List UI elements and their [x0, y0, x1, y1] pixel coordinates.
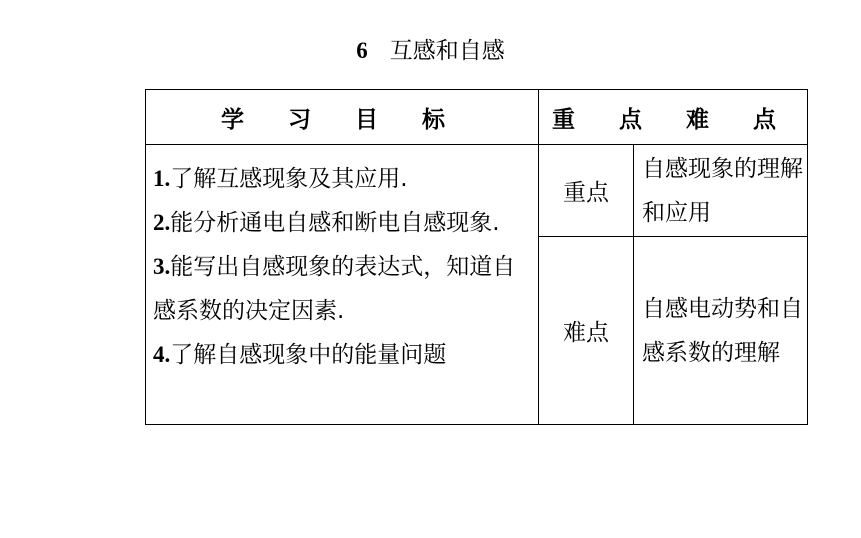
goal-item: 1.了解互感现象及其应用.: [153, 166, 408, 192]
goal-item: 3.能写出自感现象的表达式，知道自感系数的决定因素.: [153, 254, 516, 324]
difficult-point-text: 自感电动势和自感系数的理解: [634, 237, 808, 425]
section-number: 6: [356, 38, 368, 63]
header-key-difficult-points: 重 点 难 点: [539, 90, 808, 145]
page-title: [0, 36, 861, 66]
difficult-point-label: 难点: [539, 237, 634, 425]
goal-item: 2.能分析通电自感和断电自感现象.: [153, 210, 500, 236]
objectives-table: [145, 89, 808, 425]
learning-goals-cell: [146, 145, 539, 425]
key-point-text: 自感现象的理解和应用: [634, 145, 808, 237]
section-title: 互感和自感: [389, 38, 505, 64]
key-point-label: 重点: [539, 145, 634, 237]
header-learning-goals: 学 习 目 标: [146, 90, 539, 145]
goal-item: 4.了解自感现象中的能量问题: [153, 342, 447, 368]
